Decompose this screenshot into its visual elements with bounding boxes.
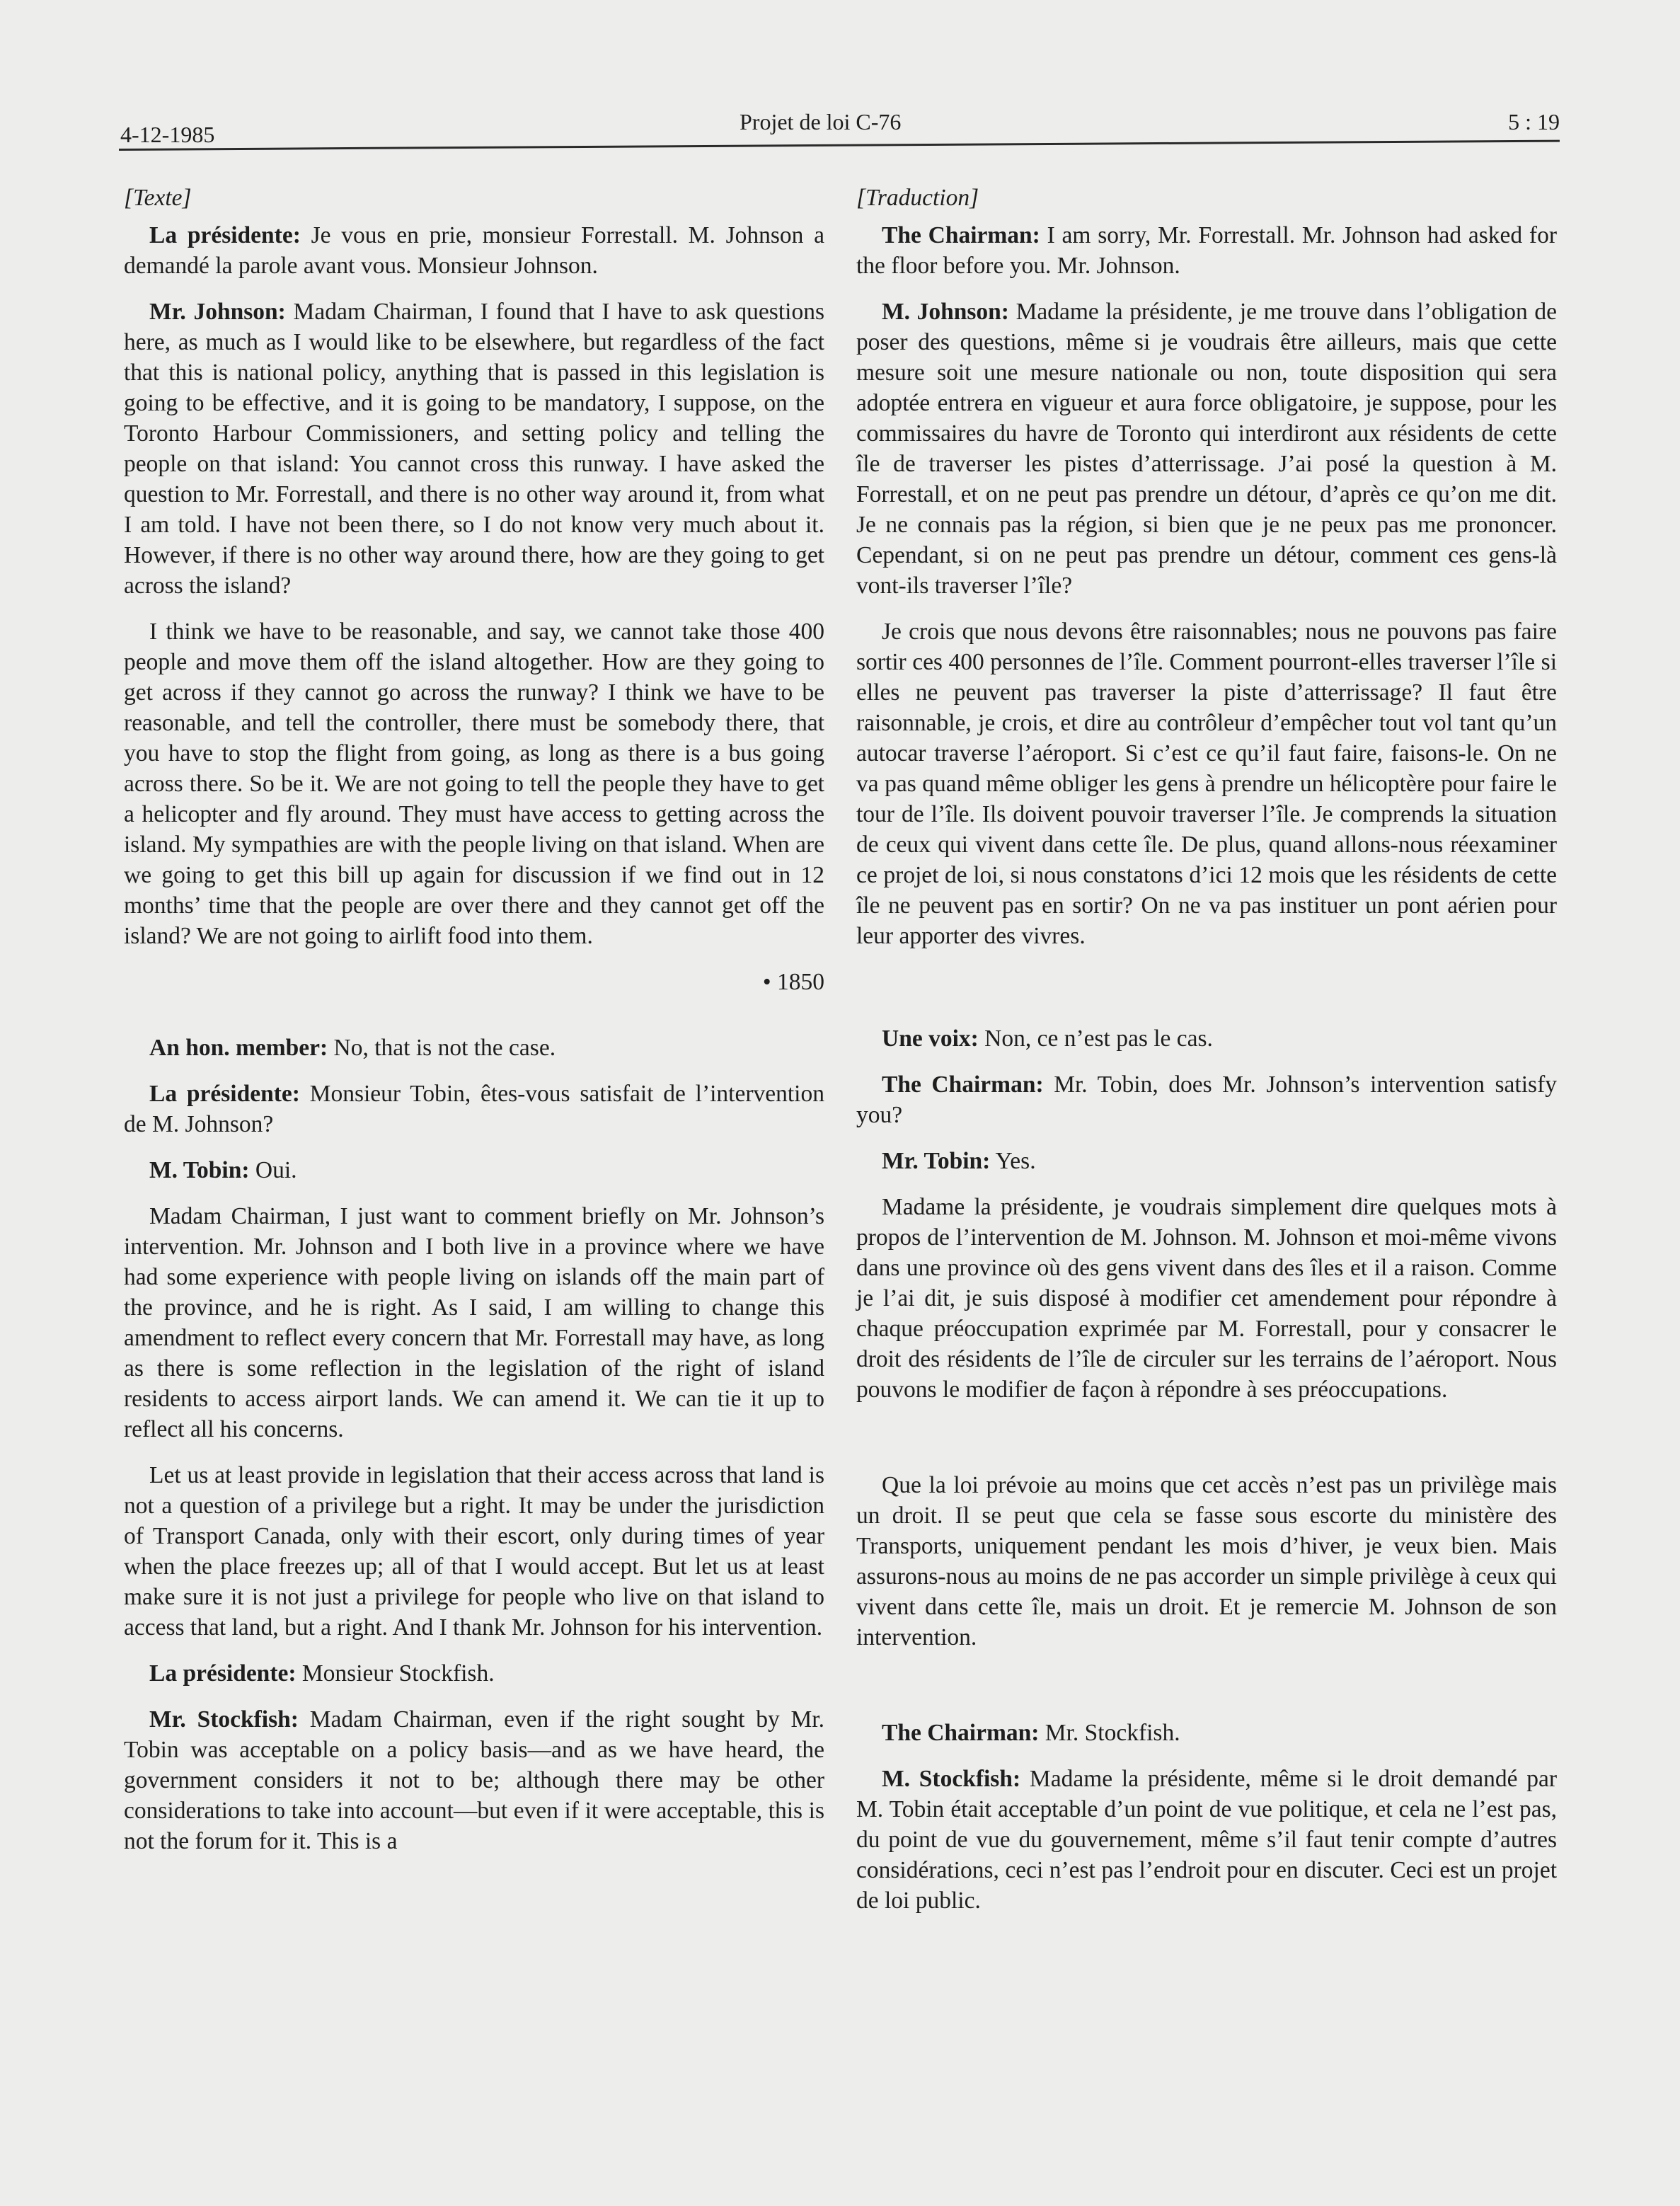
paragraph bbox=[856, 1146, 1557, 1176]
paragraph: Que la loi prévoie au moins que cet accès n’est pas un privilège mais un droit. Il se peut que cela se fasse sous escorte du ministère des Transports, uniquement pendant les mois d’hiver, je veux bien. Mais assurons-nous au moins de ne pas accorder un simple privilège à ceux qui vivent dans cette île, mais un droit. Et je remercie M. Johnson de son intervention. bbox=[856, 1472, 1557, 1650]
paragraph bbox=[856, 1069, 1557, 1130]
speech: Yes. bbox=[990, 1148, 1036, 1174]
paragraph bbox=[124, 220, 824, 281]
speech: Non, ce n’est pas le cas. bbox=[978, 1026, 1213, 1052]
paragraph bbox=[124, 1033, 824, 1063]
speaker: La présidente: bbox=[149, 222, 301, 248]
paragraph bbox=[856, 1718, 1557, 1748]
speech: Je vous en prie, monsieur Forrestall. M. Johnson a demandé la parole avant vous. Monsieur Johnson. bbox=[124, 222, 824, 279]
speech: Mr. Stockfish. bbox=[1039, 1720, 1180, 1746]
paragraph bbox=[856, 1023, 1557, 1054]
speaker: M. Tobin: bbox=[149, 1157, 250, 1183]
speaker: Mr. Stockfish: bbox=[149, 1706, 299, 1733]
spacer bbox=[856, 967, 1557, 1023]
time-marker: • 1850 bbox=[762, 969, 824, 995]
header-date: 4-12-1985 bbox=[120, 122, 215, 147]
speech: Madam Chairman, I found that I have to ask questions here, as much as I would like to be elsewhere, but regardless of the fact that this is national policy, anything that is passed in this legislation is going to be effective, and it is going to be mandatory, I suppose, on the Toronto Harbour Commissioners, and setting policy and telling the people on that island: You cannot cross this runway. I have asked the question to Mr. Forrestall, and there is no other way around it, from what I am told. I have not been there, so I do not know very much about it. However, if there is no other way around there, how are they going to get across the island? bbox=[124, 299, 824, 599]
paragraph bbox=[124, 1155, 824, 1185]
paragraph bbox=[856, 220, 1557, 281]
speaker: The Chairman: bbox=[882, 1720, 1040, 1746]
header-title: Projet de loi C-76 bbox=[740, 109, 902, 134]
speech: Monsieur Tobin, êtes-vous satisfait de l’intervention de M. Johnson? bbox=[124, 1081, 824, 1137]
speech: No, that is not the case. bbox=[328, 1035, 556, 1061]
paragraph: Madam Chairman, I just want to comment briefly on Mr. Johnson’s intervention. Mr. Johnson and I both live in a province where we have had some experience with people living on islands off the main part of the province, and he is right. As I said, I am willing to change this amendment to reflect every concern that Mr. Forrestall may have, as long as there is some reflection in the legislation of the right of island residents to access airport lands. We can amend it. We can tie it up to reflect all his concerns. bbox=[124, 1203, 824, 1442]
speaker: Mr. Johnson: bbox=[149, 299, 286, 325]
paragraph bbox=[124, 1658, 824, 1689]
column-french-translation bbox=[856, 177, 1557, 1931]
paragraph: Madame la présidente, je voudrais simplement dire quelques mots à propos de l’intervention de M. Johnson. M. Johnson et moi-même vivons dans une province où des gens vivent dans des îles et il a raison. Comme je l’ai dit, je suis disposé à modifier cet amendement pour répondre à chaque préoccupation exprimée par M. Forrestall, pour y consacrer le droit des résidents de l’île de circuler sur les terrains de l’aéroport. Nous pouvons le modifier de façon à répondre à ses préoccupations. bbox=[856, 1194, 1557, 1403]
paragraph: Let us at least provide in legislation that their access across that land is not a question of a privilege but a right. It may be under the jurisdiction of Transport Canada, only with their escort, only during times of year when the place freezes up; all of that I would accept. But let us at least make sure it is not just a privilege for people who live on that island to access that land, but a right. And I thank Mr. Johnson for his intervention. bbox=[124, 1462, 824, 1641]
speaker: The Chairman: bbox=[882, 222, 1040, 248]
header-page-number: 5 : 19 bbox=[1508, 109, 1560, 134]
speaker: The Chairman: bbox=[882, 1072, 1044, 1098]
spacer bbox=[856, 1668, 1557, 1718]
spacer bbox=[856, 1420, 1557, 1470]
speaker: M. Johnson: bbox=[882, 299, 1009, 325]
column-tag: [Traduction] bbox=[856, 185, 979, 211]
header-rule bbox=[119, 140, 1560, 151]
paragraph: I think we have to be reasonable, and say, we cannot take those 400 people and move them off the island altogether. How are they going to get across if they cannot go across the runway? I think we have to be reasonable, and tell the controller, there must be somebody there, that you have to stop the flight from going, as long as there is a bus going across there. So be it. We are not going to tell the people they have to get a helicopter and fly around. They must have access to getting across the island. My sympathies are with the people living on that island. When are we going to get this bill up again for discussion if we find out in 12 months’ time that the people are over there and they cannot get off the island? We are not going to airlift food into them. bbox=[124, 619, 824, 949]
speech: Monsieur Stockfish. bbox=[296, 1660, 495, 1687]
paragraph bbox=[856, 1764, 1557, 1916]
speaker: An hon. member: bbox=[149, 1035, 328, 1061]
speaker: La présidente: bbox=[149, 1660, 297, 1687]
speaker: Mr. Tobin: bbox=[882, 1148, 991, 1174]
speech: Madame la présidente, même si le droit demandé par M. Tobin était acceptable d’un point de vue politique, et cela ne l’est pas, du point de vue du gouvernement, même s’il faut tenir compte d’autres considérations, ceci n’est pas l’endroit pour en discuter. Ceci est un projet de loi public. bbox=[856, 1766, 1558, 1914]
speech: Madame la présidente, je me trouve dans l’obligation de poser des questions, même si je voudrais être ailleurs, mais que cette mesure soit une mesure nationale ou non, toute disposition qui sera adoptée entrera en vigueur et aura force obligatoire, je suppose, pour les commissaires du havre de Toronto qui interdiront aux résidents de cette île de traverser les pistes d’atterrissage. J’ai posé la question à M. Forrestall, et on ne peut pas prendre un détour, d’après ce qu’on me dit. Je ne connais pas la région, si bien que je ne peux pas me prononcer. Cependant, si on ne peut pas prendre un détour, comment ces gens-là vont-ils traverser l’île? bbox=[856, 299, 1557, 599]
column-tag: [Texte] bbox=[124, 185, 192, 211]
paragraph bbox=[124, 1704, 824, 1856]
speaker: La présidente: bbox=[149, 1081, 300, 1107]
paragraph: Je crois que nous devons être raisonnables; nous ne pouvons pas faire sortir ces 400 personnes de l’île. Comment pourront-elles traverser l’île si elles ne peuvent pas traverser la piste d’atterrissage? Il faut être raisonnable, je crois, et dire au contrôleur d’empêcher tout vol tant qu’un autocar traverse l’aéroport. Si c’est ce qu’il faut faire, faisons-le. On ne va pas quand même obliger les gens à prendre un hélicoptère pour faire le tour de l’île. Ils doivent pouvoir traverser l’île. Je comprends la situation de ceux qui vivent dans cette île. De plus, quand allons-nous réexaminer ce projet de loi, si nous constatons d’ici 12 mois que les résidents de cette île ne peuvent pas en sortir? On ne va pas instituer un pont aérien pour leur apporter des vivres. bbox=[856, 619, 1557, 949]
speaker: Une voix: bbox=[882, 1026, 979, 1052]
speech: Madam Chairman, even if the right sought by Mr. Tobin was acceptable on a policy basis—and as we have heard, the government considers it not to be; although there may be other considerations to take into account—but even if it were acceptable, this is not the forum for it. This is a bbox=[124, 1706, 824, 1854]
speech: Oui. bbox=[249, 1157, 297, 1183]
speaker: M. Stockfish: bbox=[882, 1766, 1021, 1792]
paragraph bbox=[124, 1079, 824, 1139]
paragraph bbox=[856, 297, 1557, 601]
paragraph bbox=[124, 297, 824, 601]
column-english-original bbox=[124, 177, 824, 1872]
speech: I am sorry, Mr. Forrestall. Mr. Johnson had asked for the floor before you. Mr. Johnson. bbox=[856, 222, 1557, 279]
speech: Mr. Tobin, does Mr. Johnson’s intervention satisfy you? bbox=[856, 1072, 1557, 1128]
